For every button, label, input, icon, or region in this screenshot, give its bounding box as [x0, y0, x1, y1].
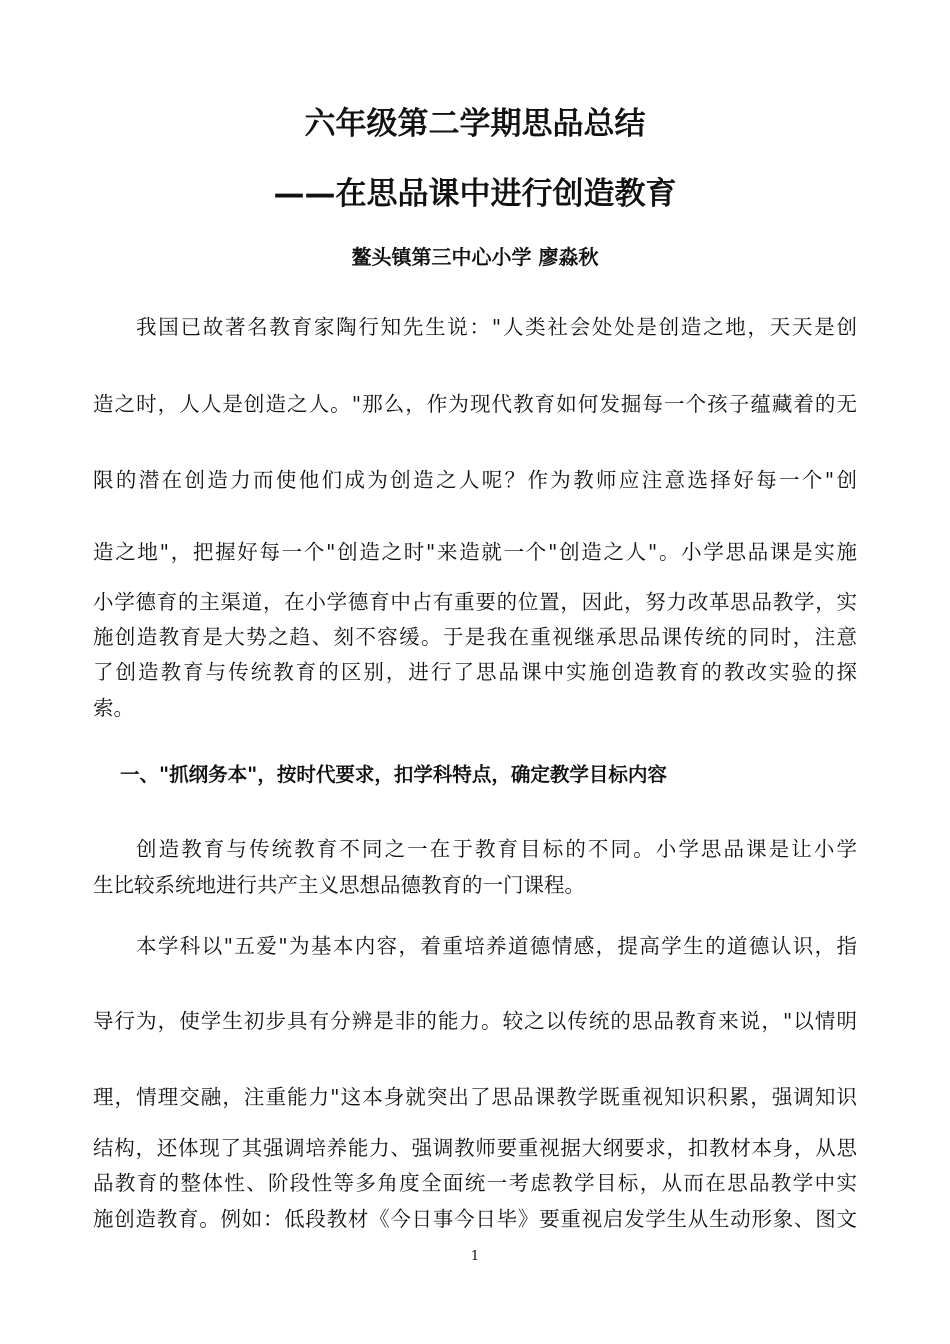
paragraph-1-line-7: 了创造教育与传统教育的区别，进行了思品课中实施创造教育的教改实验的探 [93, 660, 857, 684]
paragraph-3-line-4: 结构，还体现了其强调培养能力、强调教师要重视据大纲要求，扣教材本身，从思 [93, 1136, 857, 1160]
document-subtitle: ——在思品课中进行创造教育 [273, 176, 677, 212]
author-line: 鳌头镇第三中心小学 廖淼秋 [351, 245, 599, 269]
paragraph-3-line-1: 本学科以"五爱"为基本内容，着重培养道德情感，提高学生的道德认识，指 [136, 934, 857, 958]
paragraph-1-line-2: 造之时，人人是创造之人。"那么，作为现代教育如何发掘每一个孩子蕴藏着的无 [93, 392, 857, 416]
paragraph-3-line-3: 理，情理交融，注重能力"这本身就突出了思品课教学既重视知识积累，强调知识 [93, 1085, 857, 1109]
paragraph-1-line-4: 造之地"，把握好每一个"创造之时"来造就一个"创造之人"。小学思品课是实施 [93, 540, 857, 564]
paragraph-1-line-1: 我国已故著名教育家陶行知先生说："人类社会处处是创造之地，天天是创 [136, 315, 857, 339]
document-title: 六年级第二学期思品总结 [304, 106, 646, 142]
paragraph-3-line-6: 施创造教育。例如：低段教材《今日事今日毕》要重视启发学生从生动形象、图文 [93, 1207, 857, 1231]
paragraph-3-line-2: 导行为，使学生初步具有分辨是非的能力。较之以传统的思品教育来说，"以情明 [93, 1009, 857, 1033]
paragraph-1-line-5: 小学德育的主渠道，在小学德育中占有重要的位置，因此，努力改革思品教学，实 [93, 590, 857, 614]
paragraph-2-line-2: 生比较系统地进行共产主义思想品德教育的一门课程。 [93, 873, 585, 897]
paragraph-3-line-5: 品教育的整体性、阶段性等多角度全面统一考虑教学目标，从而在思品教学中实 [93, 1171, 857, 1195]
section-1-heading: 一、"抓纲务本"，按时代要求，扣学科特点，确定教学目标内容 [120, 763, 667, 786]
paragraph-1-line-8: 索。 [93, 696, 134, 720]
paragraph-2-line-1: 创造教育与传统教育不同之一在于教育目标的不同。小学思品课是让小学 [136, 837, 857, 861]
page-number: 1 [470, 1249, 480, 1264]
paragraph-1-line-3: 限的潜在创造力而使他们成为创造之人呢？作为教师应注意选择好每一个"创 [93, 468, 857, 492]
paragraph-1-line-6: 施创造教育是大势之趋、刻不容缓。于是我在重视继承思品课传统的同时，注意 [93, 625, 857, 649]
